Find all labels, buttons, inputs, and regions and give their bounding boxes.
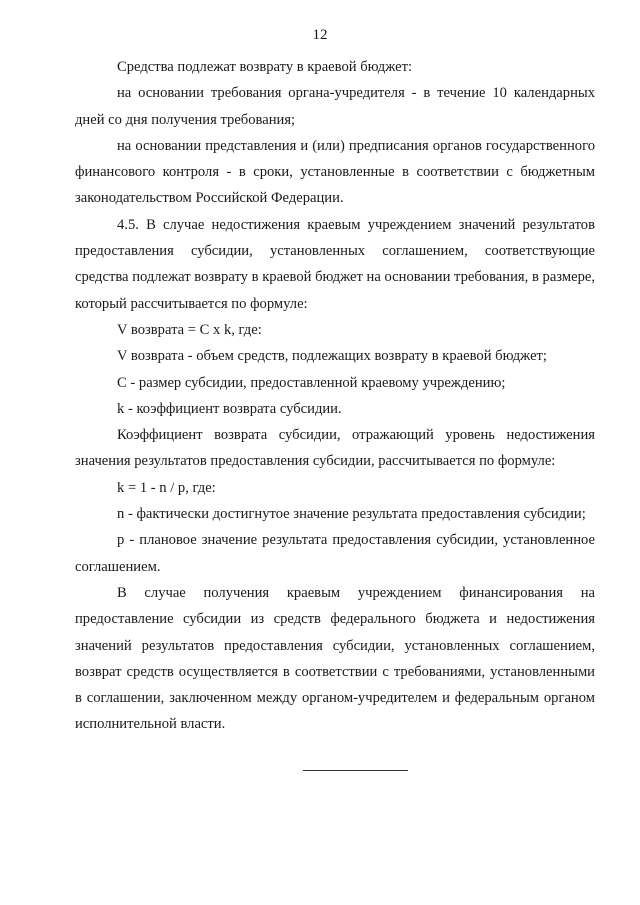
paragraph-federal-funding: В случае получения краевым учреждением финансирования на предоставление субсидии из средств федерального бюджета и недостижения значений результатов предоставления субсидии, установленных соглашением, возврат средств осуществляется в соответствии с требованиями, установленными в соглашении, заключенном между органом-учредителем и федеральным органом исполнительной власти. — [75, 584, 595, 733]
document-body — [75, 54, 595, 738]
definition-k: k - коэффициент возврата субсидии. — [117, 400, 342, 417]
definition-p: p - плановое значение результата предоставления субсидии, установленное соглашением. — [75, 532, 595, 575]
definition-v-refund: V возврата - объем средств, подлежащих возврату в краевой бюджет; — [117, 348, 547, 365]
end-separator-line — [303, 770, 408, 771]
page-number: 12 — [312, 27, 328, 43]
definition-c: C - размер субсидии, предоставленной краевому учреждению; — [117, 374, 506, 391]
paragraph-refund-by-control: на основании представления и (или) предписания органов государственного финансового контроля - в сроки, установленные в соответствии с бюджетным законодательством Российской Федерации. — [75, 137, 595, 207]
paragraph-4-5: 4.5. В случае недостижения краевым учреждением значений результатов предоставления субсидии, установленных соглашением, соответствующие средства подлежат возврату в краевой бюджет на основании требования, в размере, который рассчитывается по формуле: — [75, 216, 595, 312]
formula-refund-volume: V возврата = C x k, где: — [117, 321, 262, 338]
paragraph-refund-intro: Средства подлежат возврату в краевой бюджет: — [117, 59, 413, 75]
paragraph-refund-by-demand: на основании требования органа-учредителя - в течение 10 календарных дней со дня получения требования; — [75, 85, 595, 128]
paragraph-coefficient: Коэффициент возврата субсидии, отражающий уровень недостижения значения результатов предоставления субсидии, рассчитывается по формуле: — [75, 427, 595, 470]
formula-coefficient: k = 1 - n / p, где: — [117, 479, 216, 496]
definition-n: n - фактически достигнутое значение результата предоставления субсидии; — [117, 506, 586, 523]
